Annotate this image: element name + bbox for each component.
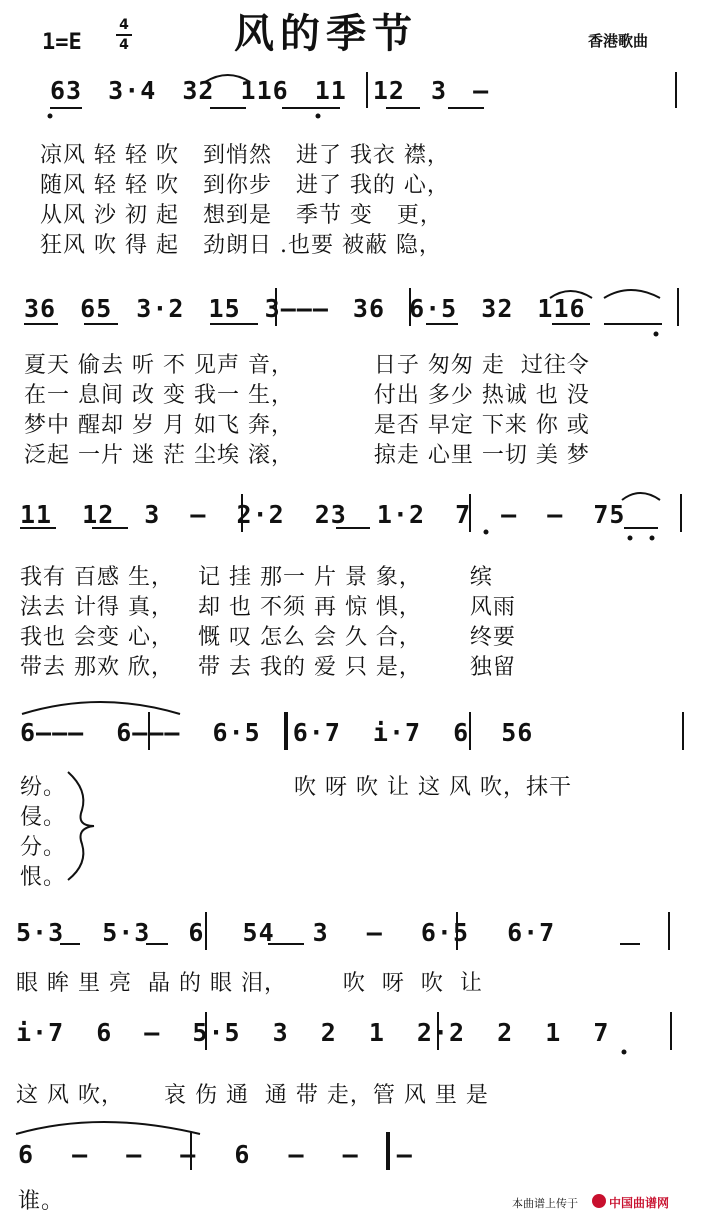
upload-caption: 本曲谱上传于: [512, 1197, 578, 1210]
system-2-lyric-line-4: 泛起 一片 迷 茫 尘埃 滚， 掠走 心里 一切 美 梦: [24, 443, 590, 468]
system-3-lyric-line-1: 我有 百感 生， 记 挂 那一 片 景 象， 缤: [20, 565, 493, 590]
system-2-lyric-line-1: 夏天 偷去 听 不 见声 音， 日子 匆匆 走 过往令: [24, 353, 590, 378]
slur: [550, 291, 592, 298]
system-3-notes: 11 12 3 — 2·2 23 1·2 7 — — 75: [20, 500, 626, 529]
system-4-chorus-lyric: 吹 呀 吹 让 这 风 吹，抹干: [294, 775, 572, 800]
system-2-lyric-line-3: 梦中 醒却 岁 月 如飞 奔， 是否 早定 下来 你 或: [24, 413, 590, 438]
system-2-lyric-line-2: 在一 息间 改 变 我一 生， 付出 多少 热诚 也 没: [24, 383, 590, 408]
system-1-lyric-line-1: 凉风 轻 轻 吹 到悄然 进了 我衣 襟，: [40, 143, 450, 168]
system-2-notes: 36 65 3·2 15 3——— 36 6·5 32 116: [24, 294, 586, 323]
time-signature-top: 4: [119, 17, 129, 33]
slur: [622, 493, 660, 500]
slur: [205, 75, 250, 82]
site-name[interactable]: 中国曲谱网: [609, 1196, 670, 1210]
system-4-lyric-line-4: 恨。: [20, 865, 67, 890]
system-1-lyric-line-3: 从风 沙 初 起 想到是 季节 变 更，: [40, 203, 443, 228]
system-5-notes: 5·3 5·3 6 54 3 — 6·5 6·7: [16, 918, 556, 947]
system-7-notes: 6 — — — 6 — — —: [18, 1140, 413, 1169]
key-signature: 1=E: [42, 30, 82, 55]
system-3-lyric-line-3: 我也 会变 心， 慨 叹 怎么 会 久 合， 终要: [20, 625, 516, 650]
system-5-lyric-line: 眼 眸 里 亮 晶 的 眼 泪， 吹 呀 吹 让: [16, 971, 483, 996]
song-source: 香港歌曲: [588, 32, 649, 50]
time-signature-bottom: 4: [119, 37, 129, 53]
verse-brace: [68, 772, 94, 880]
system-4-lyric-line-1: 纷。: [20, 775, 67, 800]
slur: [16, 1122, 200, 1134]
system-1-lyric-line-4: 狂风 吹 得 起 劲朗日 .也要 被蔽 隐，: [40, 233, 442, 258]
system-4-notes: 6——— 6——— 6·5 6·7 i·7 6 56: [20, 718, 534, 747]
system-4-lyric-line-3: 分。: [20, 835, 67, 860]
site-logo-icon: [592, 1194, 606, 1208]
system-1-lyric-line-2: 随风 轻 轻 吹 到你步 进了 我的 心，: [40, 173, 450, 198]
system-7-lyric-line: 谁。: [18, 1189, 65, 1214]
system-1-notes: 63 3·4 32 116 11 12 3 —: [50, 76, 490, 105]
slur: [22, 702, 180, 714]
system-6-lyric-line: 这 风 吹， 哀 伤 通 通 带 走，管 风 里 是: [16, 1083, 489, 1108]
system-4-lyric-line-2: 侵。: [20, 805, 67, 830]
system-3-lyric-line-2: 法去 计得 真， 却 也 不须 再 惊 惧， 风雨: [20, 595, 516, 620]
system-3-lyric-line-4: 带去 那欢 欣， 带 去 我的 爱 只 是， 独留: [20, 655, 516, 680]
song-title: 风的季节: [234, 10, 418, 57]
system-6-notes: i·7 6 — 5·5 3 2 1 2·2 2 1 7: [16, 1018, 610, 1047]
slur: [604, 290, 660, 298]
